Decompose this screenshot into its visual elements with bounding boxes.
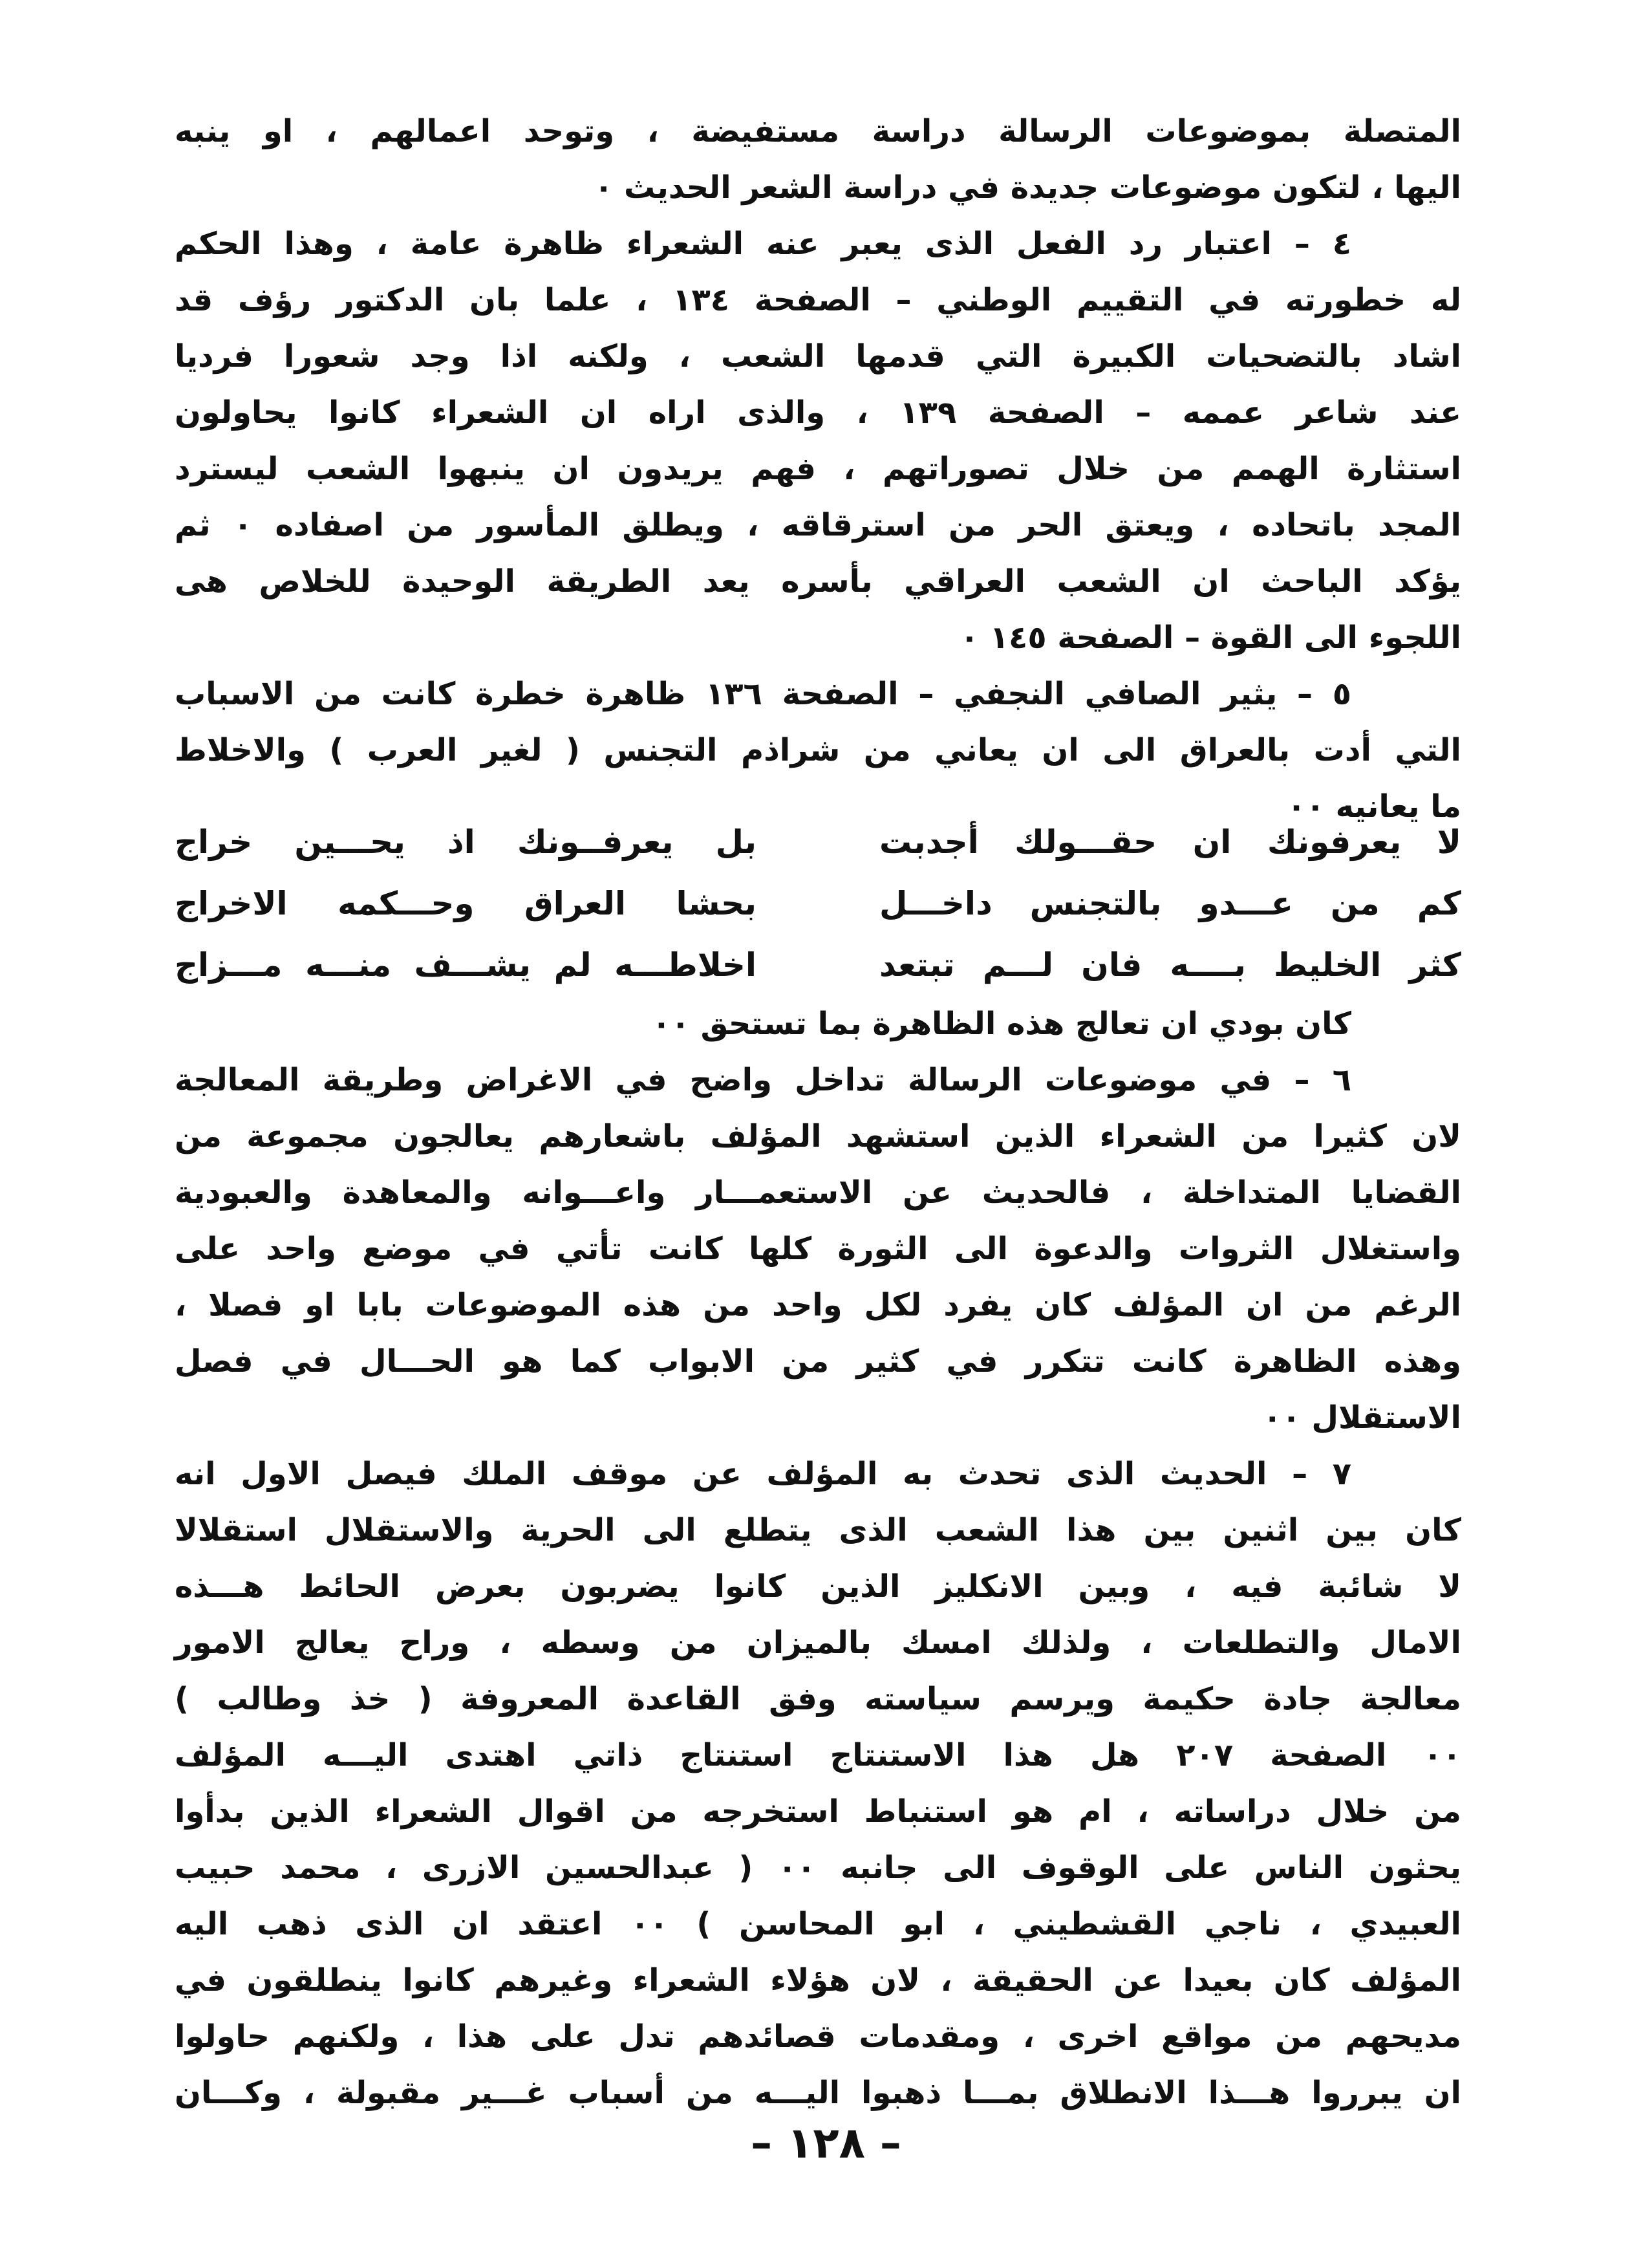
text-line: الامال والتطلعات ، ولذلك امسك بالميزان من وسطه ، وراح يعالج الامور (175, 1625, 1461, 1661)
text-line: من خلال دراساته ، ام هو استنباط استخرجه من اقوال الشعراء الذين بدأوا (175, 1793, 1461, 1830)
text-block-top (175, 103, 1461, 835)
text-line: يحثون الناس على الوقوف الى جانبه ٠٠ ( عبدالحسين الازرى ، محمد حبيب (175, 1850, 1461, 1886)
text-line: يؤكد الباحث ان الشعب العراقي بأسره يعد الطريقة الوحيدة للخلاص هى (175, 563, 1461, 600)
poem-first-hemistich: كم من عـــدو بالتجنس داخـــل (879, 885, 1461, 922)
text-line: لا شائبة فيه ، وبين الانكليز الذين كانوا يضربون بعرض الحائط هـــذه (175, 1568, 1461, 1605)
text-line: استثارة الهمم من خلال تصوراتهم ، فهم يريدون ان ينبهوا الشعب ليسترد (175, 451, 1461, 487)
text-line: ٠٠ الصفحة ٢٠٧ هل هذا الاستنتاج استنتاج ذاتي اهتدى اليـــه المؤلف (175, 1737, 1461, 1773)
poem-first-hemistich: كثر الخليط بــــه فان لـــم تبتعد (879, 946, 1461, 984)
page-number: – ١٢٨ – (751, 2118, 901, 2168)
text-line: ٧ – الحديث الذى تحدث به المؤلف عن موقف الملك فيصل الاول انه (175, 1456, 1351, 1492)
text-line: المجد باتحاده ، ويعتق الحر من استرقاقه ، ويطلق المأسور من اصفاده ٠ ثم (175, 507, 1462, 543)
text-line: ٥ – يثير الصافي النجفي – الصفحة ١٣٦ ظاهرة خطرة كانت من الاسباب (175, 676, 1352, 712)
text-line: واستغلال الثروات والدعوة الى الثورة كلها كانت تأتي في موضع واحد على (175, 1231, 1461, 1267)
text-line: الاستقلال ٠٠ (1263, 1400, 1461, 1436)
text-line: ما يعانيه ٠٠ (1287, 788, 1461, 825)
text-line: ٤ – اعتبار رد الفعل الذى يعبر عنه الشعراء ظاهرة عامة ، وهذا الحكم (175, 226, 1351, 262)
poem-second-hemistich: بحشا العراق وحـــكمه الاخراج (175, 885, 756, 922)
text-line: المؤلف كان بعيدا عن الحقيقة ، لان هؤلاء الشعراء وغيرهم كانوا ينطلقون في (175, 1962, 1461, 1998)
text-line: الرغم من ان المؤلف كان يفرد لكل واحد من هذه الموضوعات بابا او فصلا ، (175, 1287, 1461, 1323)
text-line: لان كثيرا من الشعراء الذين استشهد المؤلف باشعارهم يعالجون مجموعة من (175, 1118, 1461, 1154)
poem-verse (175, 812, 1461, 873)
text-line: التي أدت بالعراق الى ان يعاني من شراذم التجنس ( لغير العرب ) والاخلاط (175, 732, 1461, 768)
text-block-bottom (175, 996, 1461, 2121)
text-line: اللجوء الى القوة – الصفحة ١٤٥ ٠ (960, 620, 1461, 656)
poem-verse (175, 935, 1461, 996)
text-line: العبيدي ، ناجي القشطيني ، ابو المحاسن ) ٠٠ اعتقد ان الذى ذهب اليه (175, 1906, 1462, 1942)
poem-verse (175, 873, 1461, 935)
text-line: اشاد بالتضحيات الكبيرة التي قدمها الشعب ، ولكنه اذا وجد شعورا فرديا (175, 338, 1461, 374)
poem-second-hemistich: بل يعرفــونك اذ يحـــين خراج (175, 823, 756, 861)
text-line: ٦ – في موضوعات الرسالة تداخل واضح في الاغراض وطريقة المعالجة (175, 1062, 1351, 1098)
text-line: وهذه الظاهرة كانت تتكرر في كثير من الابواب كما هو الحـــال في فصل (175, 1343, 1461, 1380)
text-line: كان بودي ان تعالج هذه الظاهرة بما تستحق ٠٠ (652, 1006, 1351, 1042)
text-line: المتصلة بموضوعات الرسالة دراسة مستفيضة ، وتوحد اعمالهم ، او ينبه (175, 113, 1461, 149)
poem-second-hemistich: اخلاطـــه لم يشـــف منـــه مـــزاج (175, 946, 756, 984)
poem (175, 812, 1461, 996)
poem-first-hemistich: لا يعرفونك ان حقـــولك أجدبت (879, 823, 1461, 861)
text-line: معالجة جادة حكيمة ويرسم سياسته وفق القاعدة المعروفة ( خذ وطالب ) (175, 1681, 1461, 1717)
text-line: عند شاعر عممه – الصفحة ١٣٩ ، والذى اراه ان الشعراء كانوا يحاولون (175, 395, 1462, 431)
text-line: كان بين اثنين بين هذا الشعب الذى يتطلع الى الحرية والاستقلال استقلالا (175, 1512, 1461, 1548)
text-line: اليها ، لتكون موضوعات جديدة في دراسة الشعر الحديث ٠ (594, 169, 1461, 206)
text-line: مديحهم من مواقع اخرى ، ومقدمات قصائدهم تدل على هذا ، ولكنهم حاولوا (175, 2019, 1461, 2055)
text-line: ان يبرروا هـــذا الانطلاق بمـــا ذهبوا اليـــه من أسباب غـــير مقبولة ، وكـــان (175, 2075, 1461, 2111)
text-line: له خطورته في التقييم الوطني – الصفحة ١٣٤ ، علما بان الدكتور رؤف قد (175, 282, 1462, 318)
text-line: القضايا المتداخلة ، فالحديث عن الاستعمـــار واعـــوانه والمعاهدة والعبودية (175, 1175, 1461, 1211)
